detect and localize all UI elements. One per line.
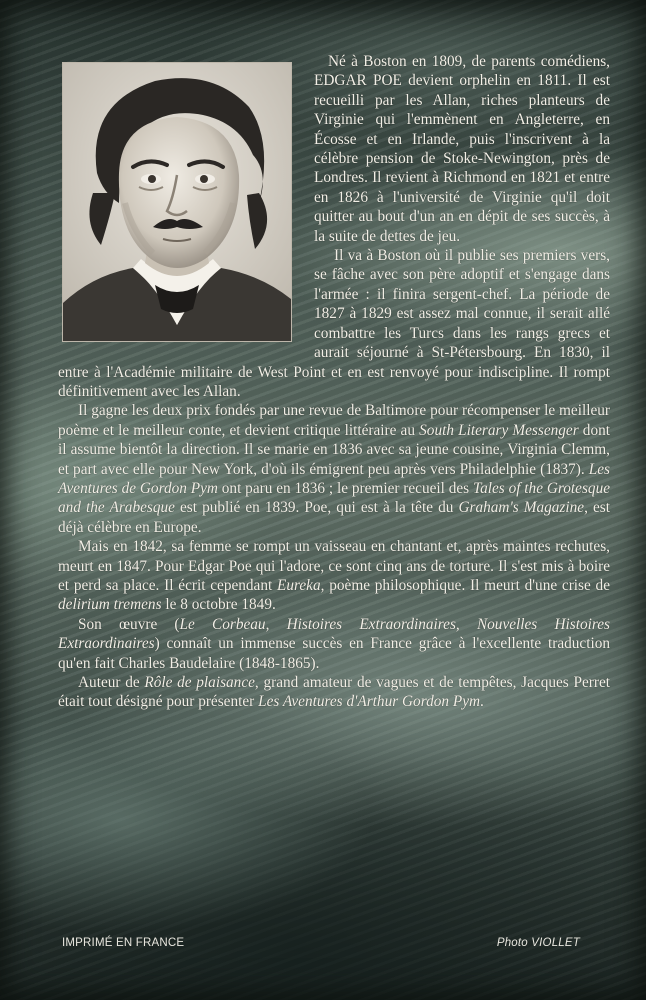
bio-text-segment: ont paru en 1836 ; le premier recueil des (217, 479, 473, 497)
bio-text-segment: , est déjà célèbre en Europe. (58, 499, 610, 536)
bio-text-segment: le 8 octobre 1849. (161, 596, 276, 614)
book-title-arthur-gordon-pym: Les Aventures d'Arthur Gordon Pym (258, 693, 481, 711)
bio-text-segment: , poème philosophique. Il meurt d'une crise de (320, 576, 610, 594)
magazine-title-south-literary-messenger: South Literary Messenger (419, 421, 579, 439)
photo-credit: Photo VIOLLET (496, 937, 580, 949)
bio-text-segment: Mais en 1842, sa femme se rompt un vaisseau en chantant et, après maintes rechutes, meurt en 1847. Pour Edgar Poe qui l'adore, ce sont cinq ans de torture. Il s'est mis à boire et perd sa place. Il écrit cependant (58, 538, 610, 594)
bio-paragraph-6 (58, 673, 610, 712)
bio-text-segment: dont il assume bientôt la direction. Il se marie en 1836 avec sa jeune cousine, Virginia Clemm, et part avec elle pour New York, d'où ils émigrent peu après vers Philadelphie (1837). (58, 421, 611, 478)
book-title-tales-grotesque-arabesque: Tales of the Grotesque and the Arabesque (58, 479, 611, 517)
bio-text-segment: Il gagne les deux prix fondés par une revue de Baltimore pour récompenser le meilleur poème et le meilleur conte, et devient critique littéraire au (58, 402, 610, 439)
works-titles: Le Corbeau, Histoires Extraordinaires, Nouvelles Histoires Extraordinaires (58, 615, 610, 653)
bio-text-segment: Son œuvre ( (78, 615, 180, 633)
bio-paragraph-1: Né à Boston en 1809, de parents comédiens, EDGAR POE devient orphelin en 1811. Il est recueilli par les Allan, riches planteurs de Virginie qui l'emmènent en Angleterre, en Écosse et en Irlande, puis l'inscrivent à la célèbre pension de Stoke-Newington, près de Londres. Il revient à Richmond en 1821 et entre en 1826 à l'université de Virginie qu'il doit quitter au bout d'un an en dépit de ses succès, à la suite de dettes de jeu. (314, 53, 610, 245)
biography-text (58, 52, 610, 892)
bio-paragraph-3 (58, 401, 610, 537)
book-title-eureka: Eureka (277, 576, 321, 594)
magazine-title-grahams: Graham's Magazine (458, 499, 585, 517)
bio-paragraph-5 (58, 615, 610, 673)
printed-in-france-label: IMPRIMÉ EN FRANCE (62, 937, 185, 949)
bio-paragraph-2: Il va à Boston où il publie ses premiers vers, se fâche avec son père adoptif et s'engage dans l'armée : il finira sergent-chef. La période de 1827 à 1829 est assez mal connue, il serait allé combattre les Turcs dans les rangs grecs et aurait séjourné à St-Pétersbourg. En 1830, il entre à l'Académie militaire de West Point et en est renvoyé pour indiscipline. Il rompt définitivement avec les Allan. (58, 247, 610, 400)
book-title-role-de-plaisance: Rôle de plaisance (144, 674, 255, 691)
poe-portrait-engraving (63, 63, 291, 341)
bio-text-segment: Auteur de (78, 674, 145, 691)
portrait-photo (62, 62, 292, 342)
bio-text-segment: , grand amateur de vagues et de tempêtes, Jacques Perret était tout désigné pour présenter (58, 674, 610, 711)
bio-text-segment: est publié en 1839. Poe, qui est à la tête du (174, 499, 459, 517)
bio-paragraph-4 (58, 537, 610, 615)
book-title-gordon-pym: Les Aventures de Gordon Pym (58, 460, 610, 497)
term-delirium-tremens: delirium tremens (58, 596, 162, 614)
bio-text-segment: . (480, 693, 484, 711)
bio-text-segment: ) connaît un immense succès en France grâce à l'excellente traduction qu'en fait Charles Baudelaire (1848-1865). (58, 635, 610, 672)
